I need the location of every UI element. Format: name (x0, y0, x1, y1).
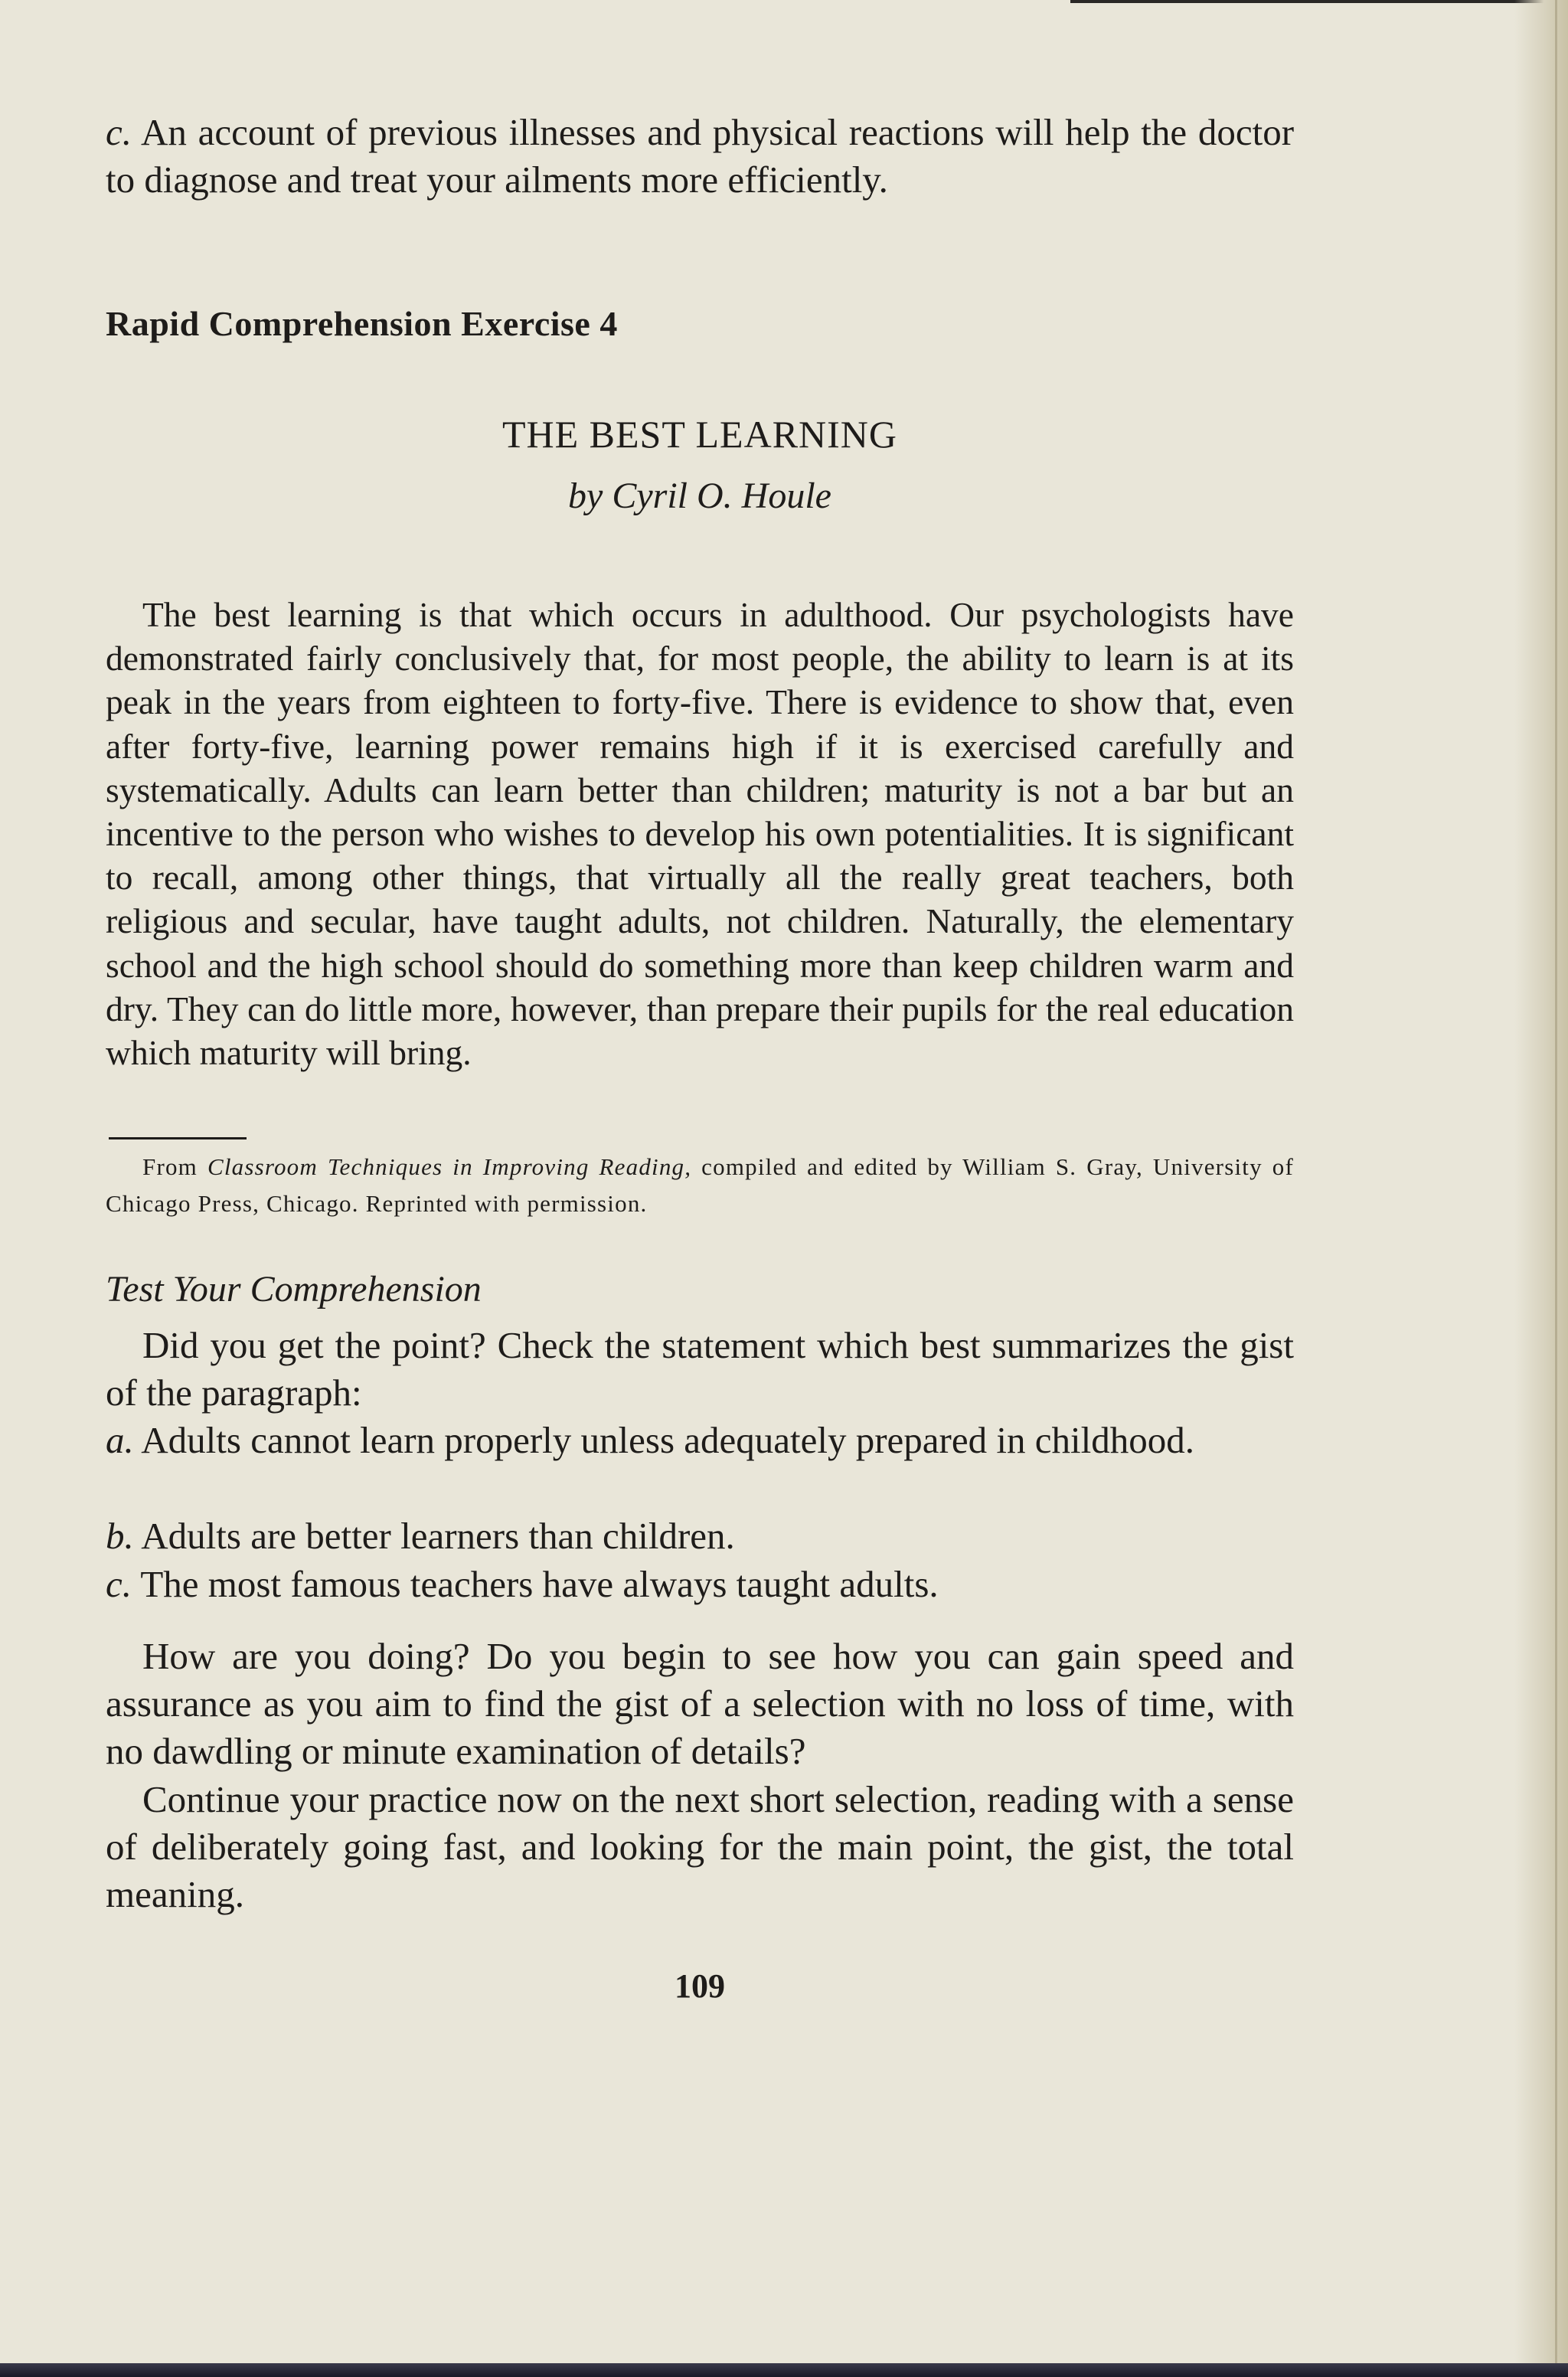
page-top-edge (1070, 0, 1568, 3)
source-note-prefix: From (142, 1153, 207, 1180)
footnote-rule (109, 1137, 247, 1139)
option-c-text: The most famous teachers have always taught adults. (140, 1563, 939, 1605)
closing-paragraph-1: How are you doing? Do you begin to see how you can gain speed and assurance as you aim to find the gist of a selection with no loss of time, with no dawdling or minute examination of details? (106, 1635, 1294, 1772)
test-heading: Test Your Comprehension (106, 1269, 482, 1309)
source-book-title: Classroom Techniques in Improving Reading, (207, 1153, 692, 1180)
source-note-suffix: compiled and edited by William S. Gray, University of Chicago Press, Chicago. Reprinted with permission. (106, 1153, 1294, 1217)
option-c-letter: c. (106, 1563, 132, 1605)
page-edge-line (1555, 0, 1557, 2377)
article-byline: by Cyril O. Houle (568, 476, 831, 516)
article-body: The best learning is that which occurs in adulthood. Our psychologists have demonstrated fairly conclusively that, for most people, the ability to learn is at its peak in the years from eighteen to forty-five. There is evidence to show that, even after forty-five, learning power remains high if it is exercised carefully and systematically. Adults can learn better than children; maturity is not a bar but an incentive to the person who wishes to develop his own potentialities. It is significant to recall, among other things, that virtually all the really great teachers, both religious and secular, have taught adults, not children. Naturally, the elementary school and the high school should do something more than keep children warm and dry. They can do little more, however, than prepare their pupils for the real education which maturity will bring. (106, 595, 1294, 1073)
option-a-letter: a. (106, 1419, 134, 1461)
option-a-text: Adults cannot learn properly unless adequately prepared in childhood. (141, 1419, 1194, 1461)
closing-paragraph-2: Continue your practice now on the next short selection, reading with a sense of deliberately going fast, and looking for the main point, the gist, the total meaning. (106, 1778, 1294, 1915)
exercise-heading: Rapid Comprehension Exercise 4 (106, 304, 618, 343)
article-title: THE BEST LEARNING (501, 413, 898, 456)
top-paragraph-letter: c. (106, 111, 132, 153)
option-b-text: Adults are better learners than children. (141, 1515, 735, 1557)
top-paragraph (106, 109, 1294, 204)
page-edge-shade (1514, 0, 1568, 2377)
page-number: 109 (675, 1967, 725, 2005)
top-paragraph-text: An account of previous illnesses and physical reactions will help the doctor to diagnose and treat your ailments more efficiently. (106, 111, 1295, 201)
test-prompt: Did you get the point? Check the statement which best summarizes the gist of the paragraph: (106, 1324, 1294, 1414)
option-b (106, 1512, 1294, 1560)
option-a (106, 1417, 1294, 1464)
option-c (106, 1561, 1294, 1608)
source-note (106, 1149, 1294, 1222)
option-b-letter: b. (106, 1515, 134, 1557)
page-bottom-edge (0, 2363, 1568, 2377)
